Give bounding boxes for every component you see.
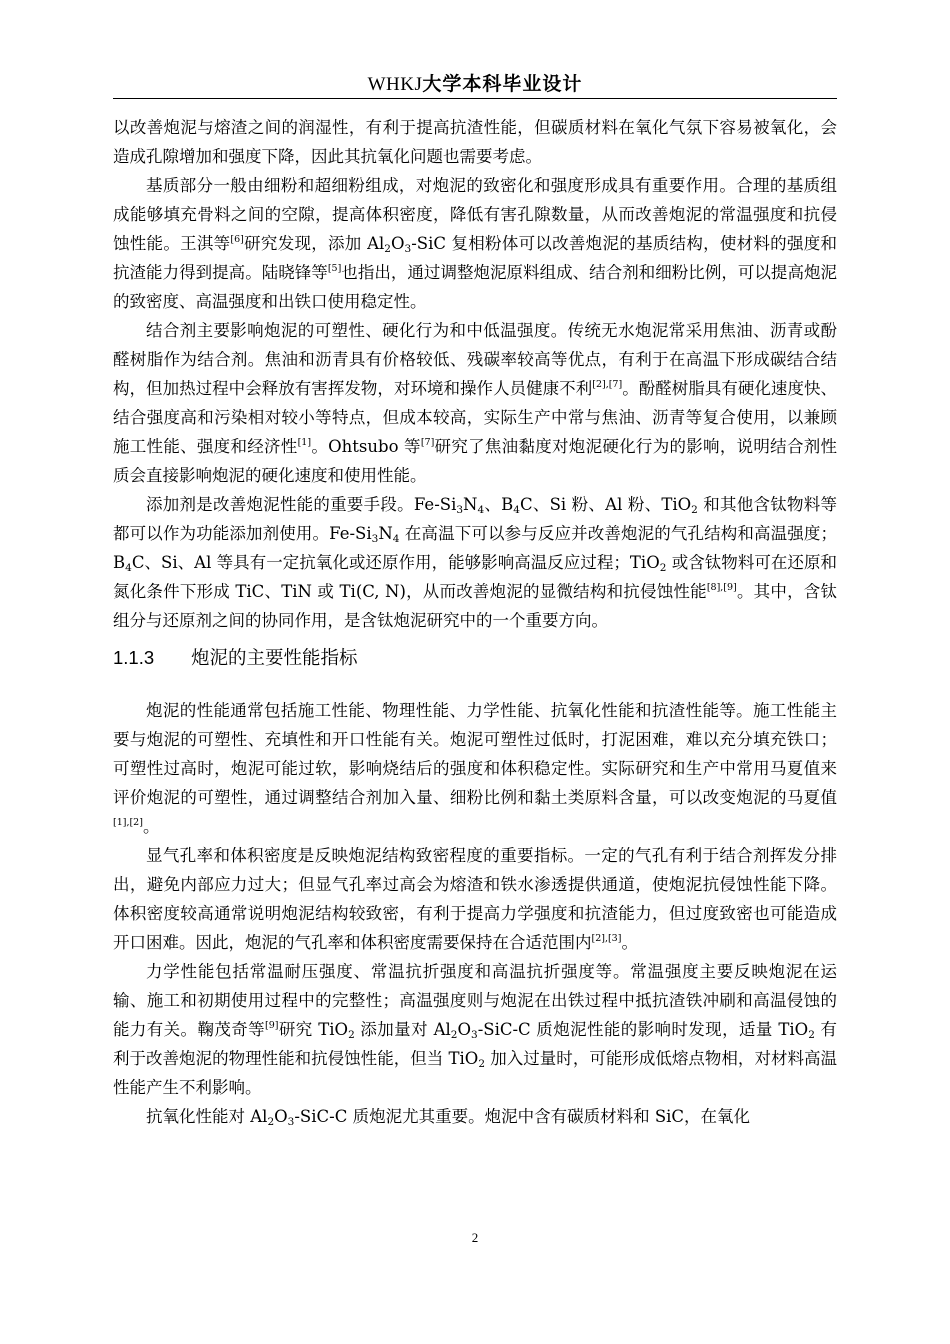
paragraph: 以改善炮泥与熔渣之间的润湿性，有利于提高抗渣性能，但碳质材料在氧化气氛下容易被氧化，会造成孔隙增加和强度下降，因此其抗氧化问题也需要考虑。 [113, 118, 837, 166]
paragraph: 添加剂是改善炮泥性能的重要手段。$Fe-Si_3N_4$、$B_4C$、Si 粉、Al 粉、TiO$_2$ 和其他含钛物料等都可以作为功能添加剂使用。$Fe-Si_3N_4$ 在高温下可以参与反应并改善炮泥的气孔结构和高温强度；$B_4C$、Si、Al 等具有一定抗氧化或还原作用，能够影响高温反应过程；TiO$_2$ 或含钛物料可在还原和氮化条件下形成 TiC、TiN 或 Ti(C, N)，从而改善炮泥的显微结构和抗侵蚀性能[8],[9]。其中，含钛组分与还原剂之间的协同作用，是含钛炮泥研究中的一个重要方向。 [113, 495, 838, 630]
paragraph: 显气孔率和体积密度是反映炮泥结构致密程度的重要指标。一定的气孔有利于结合剂挥发分排出，避免内部应力过大；但显气孔率过高会为熔渣和铁水渗透提供通道，使炮泥抗侵蚀性能下降。体积密度较高通常说明炮泥结构较致密，有利于提高力学强度和抗渣能力，但过度致密也可能造成开口困难。因此，炮泥的气孔率和体积密度需要保持在合适范围内[2],[3]。 [113, 846, 837, 952]
header-divider [113, 98, 837, 99]
header-title: 大学本科毕业设计 [422, 73, 583, 95]
body-text [113, 113, 837, 1131]
header-abbrev: WHKJ [367, 74, 423, 95]
section-number: 1.1.3 [113, 647, 155, 668]
paragraph: 基质部分一般由细粉和超细粉组成，对炮泥的致密化和强度形成具有重要作用。合理的基质组成能够填充骨料之间的空隙，提高体积密度，降低有害孔隙数量，从而改善炮泥的常温强度和抗侵蚀性能。王淇等[6]研究发现，添加 $Al_2O_3$-SiC 复相粉体可以改善炮泥的基质结构，使材料的强度和抗渣能力得到提高。陆晓锋等[5]也指出，通过调整炮泥原料组成、结合剂和细粉比例，可以提高炮泥的致密度、高温强度和出铁口使用稳定性。 [113, 176, 838, 311]
paragraph: 力学性能包括常温耐压强度、常温抗折强度和高温抗折强度等。常温强度主要反映炮泥在运输、施工和初期使用过程中的完整性；高温强度则与炮泥在出铁过程中抵抗渣铁冲刷和高温侵蚀的能力有关。鞠茂奇等[9]研究 TiO$_2$ 添加量对 $Al_2O_3-SiC-C$ 质炮泥性能的影响时发现，适量 TiO$_2$ 有利于改善炮泥的物理性能和抗侵蚀性能，但当 TiO$_2$ 加入过量时，可能形成低熔点物相，对材料高温性能产生不利影响。 [113, 962, 838, 1097]
page-header [113, 70, 837, 98]
paragraph: 炮泥的性能通常包括施工性能、物理性能、力学性能、抗氧化性能和抗渣性能等。施工性能主要与炮泥的可塑性、充填性和开口性能有关。炮泥可塑性过低时，打泥困难，难以充分填充铁口；可塑性过高时，炮泥可能过软，影响烧结后的强度和体积稳定性。实际研究和生产中常用马夏值来评价炮泥的可塑性，通过调整结合剂加入量、细粉比例和黏土类原料含量，可以改变炮泥的马夏值[1],[2]。 [113, 701, 837, 836]
paragraph: 抗氧化性能对 $Al_2O_3-SiC-C$ 质炮泥尤其重要。炮泥中含有碳质材料和 SiC，在氧化 [146, 1107, 751, 1128]
page-number: 2 [471, 1230, 479, 1245]
section-title: 炮泥的主要性能指标 [191, 648, 358, 669]
paragraph: 结合剂主要影响炮泥的可塑性、硬化行为和中低温强度。传统无水炮泥常采用焦油、沥青或酚醛树脂作为结合剂。焦油和沥青具有价格较低、残碳率较高等优点，有利于在高温下形成碳结合结构，但加热过程中会释放有害挥发物，对环境和操作人员健康不利[2],[7]。酚醛树脂具有硬化速度快、结合强度高和污染相对较小等特点，但成本较高，实际生产中常与焦油、沥青等复合使用，以兼顾施工性能、强度和经济性[1]。Ohtsubo 等[7]研究了焦油黏度对炮泥硬化行为的影响，说明结合剂性质会直接影响炮泥的硬化速度和使用性能。 [113, 321, 838, 485]
section-heading [113, 643, 837, 674]
